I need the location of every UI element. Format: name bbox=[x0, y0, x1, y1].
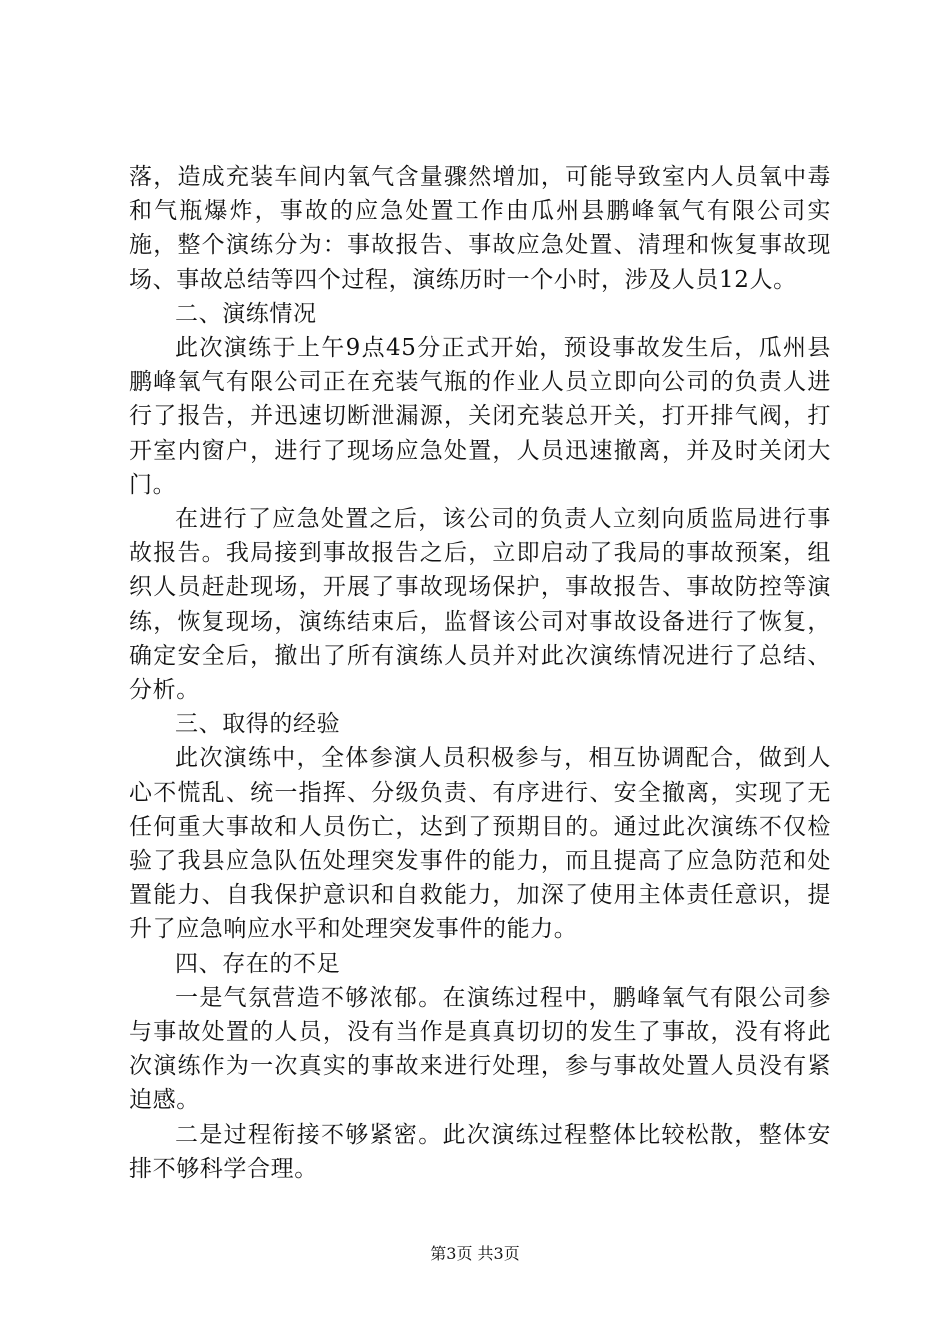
paragraph-shortcoming-one: 一是气氛营造不够浓郁。在演练过程中，鹏峰氧气有限公司参与事故处置的人员，没有当作是真真切切的发生了事故，没有将此次演练作为一次真实的事故来进行处理，参与事故处置人员没有紧迫感。 bbox=[129, 984, 831, 1114]
paragraph-shortcoming-two: 二是过程衔接不够紧密。此次演练过程整体比较松散，整体安排不够科学合理。 bbox=[129, 1121, 831, 1182]
paragraph-drill-start: 此次演练于上午9点45分正式开始，预设事故发生后，瓜州县鹏峰氧气有限公司正在充装气瓶的作业人员立即向公司的负责人进行了报告，并迅速切断泄漏源，关闭充装总开关，打开排气阀，打开室内窗户，进行了现场应急处置，人员迅速撤离，并及时关闭大门。 bbox=[129, 335, 831, 498]
paragraph-incident-report: 在进行了应急处置之后，该公司的负责人立刻向质监局进行事故报告。我局接到事故报告之后，立即启动了我局的事故预案，组织人员赶赴现场，开展了事故现场保护，事故报告、事故防控等演练，恢复现场，演练结束后，监督该公司对事故设备进行了恢复，确定安全后，撤出了所有演练人员并对此次演练情况进行了总结、分析。 bbox=[129, 506, 831, 704]
section-heading-shortcomings: 四、存在的不足 bbox=[175, 950, 341, 977]
paragraph-continuation: 落，造成充装车间内氧气含量骤然增加，可能导致室内人员氧中毒和气瓶爆炸，事故的应急处置工作由瓜州县鹏峰氧气有限公司实施，整个演练分为：事故报告、事故应急处置、清理和恢复事故现场、事故总结等四个过程，演练历时一个小时，涉及人员12人。 bbox=[129, 164, 831, 293]
paragraph-experience: 此次演练中，全体参演人员积极参与，相互协调配合，做到人心不慌乱、统一指挥、分级负责、有序进行、安全撤离，实现了无任何重大事故和人员伤亡，达到了预期目的。通过此次演练不仅检验了我县应急队伍处理突发事件的能力，而且提高了应急防范和处置能力、自我保护意识和自救能力，加深了使用主体责任意识，提升了应急响应水平和处理突发事件的能力。 bbox=[129, 745, 831, 943]
page-number-footer: 第3页 共3页 bbox=[430, 1244, 520, 1263]
section-heading-experience: 三、取得的经验 bbox=[175, 711, 341, 738]
section-heading-drill-situation: 二、演练情况 bbox=[175, 300, 317, 327]
document-body bbox=[129, 160, 831, 1186]
